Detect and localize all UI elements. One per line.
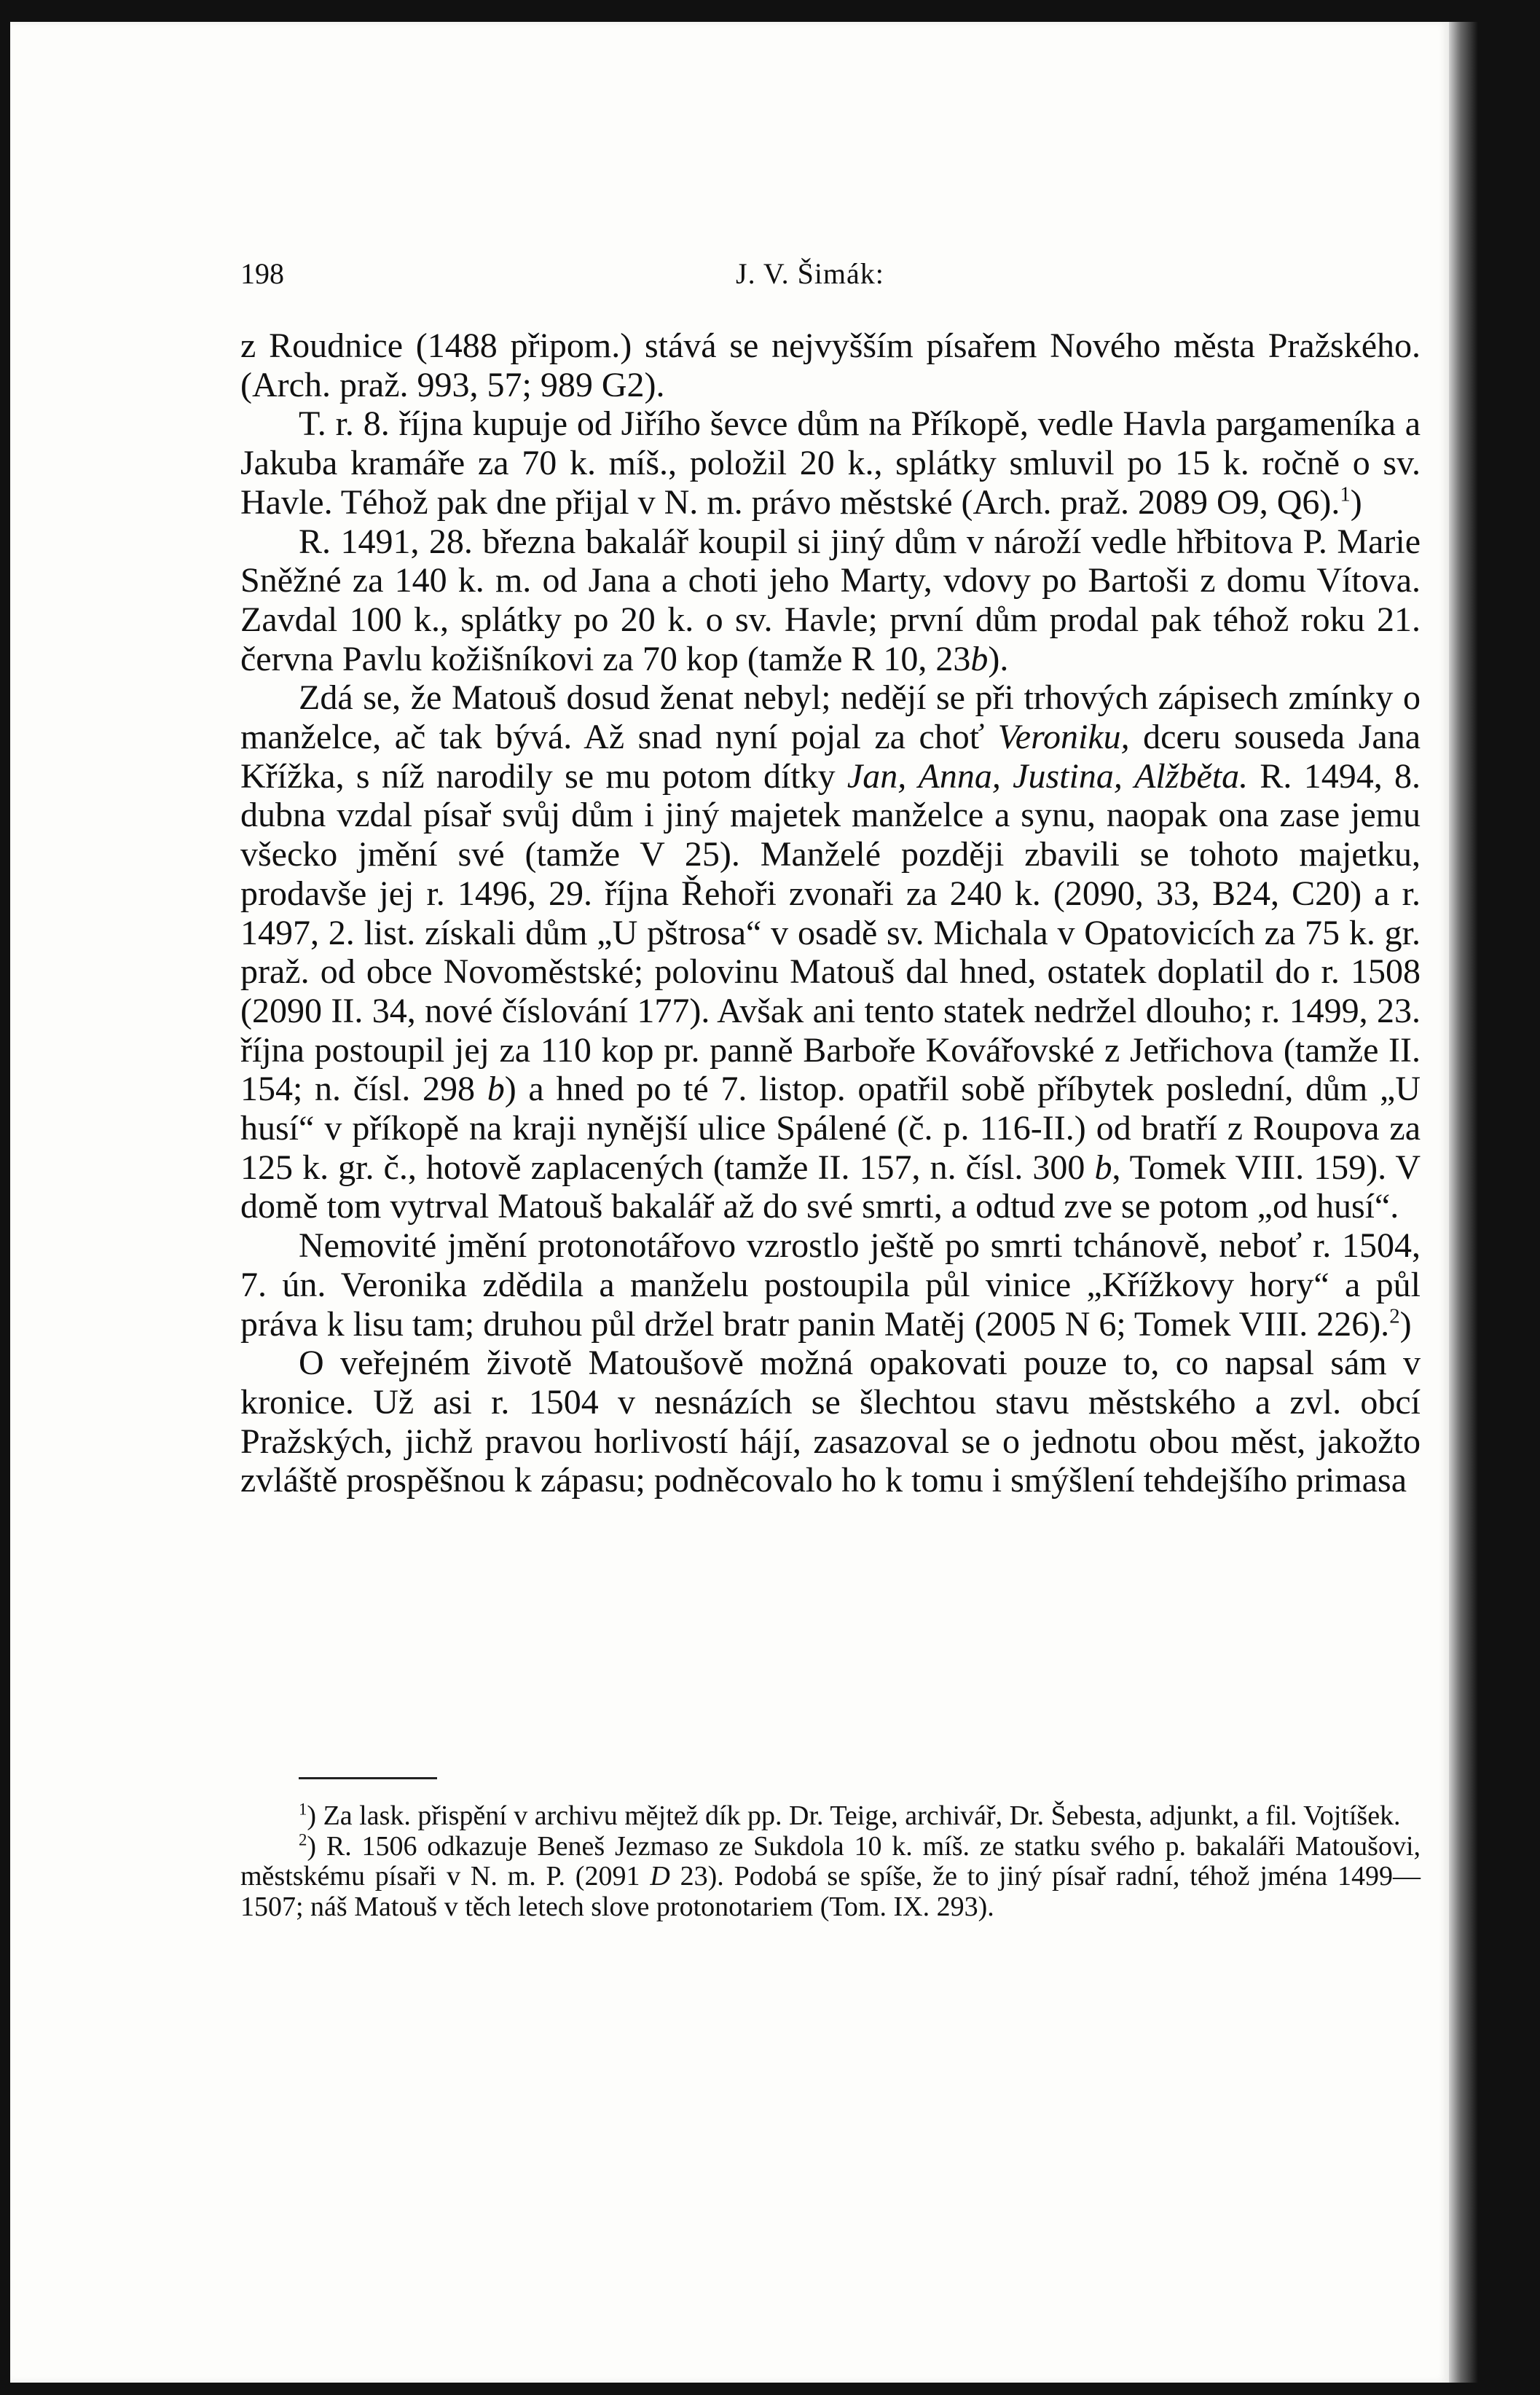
paragraph-1: z Roudnice (1488 připom.) stává se nejvyšším písařem Nového města Pražského. (Arch. praž. 993, 57; 989 G2). — [240, 326, 1421, 404]
paragraph-4: Zdá se, že Matouš dosud ženat nebyl; nedějí se při trhových zápisech zmínky o manželce, ač tak bývá. Až snad nyní pojal za choť Veroniku, dceru souseda Jana Křížka, s níž narodily se mu potom dítky Jan, Anna, Justina, Alžběta. R. 1494, 8. dubna vzdal písař svůj dům i jiný majetek manželce a synu, naopak ona zase jemu všecko jmění své (tamže V 25). Manželé později zbavili se tohoto majetku, prodavše jej r. 1496, 29. října Řehoři zvonaři za 240 k. (2090, 33, B24, C20) a r. 1497, 2. list. získali dům „U pštrosa“ v osadě sv. Michala v Opatovicích za 75 k. gr. praž. od obce Novoměstské; polovinu Matouš dal hned, ostatek doplatil do r. 1508 (2090 II. 34, nové číslování 177). Avšak ani tento statek nedržel dlouho; r. 1499, 23. října postoupil jej za 110 kop pr. panně Barboře Kovářovské z Jetřichova (tamže II. 154; n. čísl. 298 b) a hned po té 7. listop. opatřil sobě příbytek poslední, dům „U husí“ v příkopě na kraji nynější ulice Spálené (č. p. 116-II.) od bratří z Roupova za 125 k. gr. č., hotově zaplacených (tamže II. 157, n. čísl. 300 b, Tomek VIII. 159). V domě tom vytrval Matouš bakalář až do své smrti, a odtud zve se potom „od husí“. — [240, 678, 1421, 1226]
footnote-ref-1: 1 — [1340, 482, 1351, 506]
scan-top-edge — [0, 0, 1540, 22]
page-header — [240, 256, 1421, 300]
footnotes — [240, 1801, 1421, 1922]
footnote-2: $^2$) R. 1506 odkazuje Beneš Jezmaso ze Sukdola 10 k. míš. ze statku svého p. bakaláři Matoušovi, městskému písaři v N. m. P. (2091 D 23). Podobá se spíše, že to jiný písař radní, téhož jména 1499—1507; náš Matouš v těch letech slove protonotariem (Tom. IX. 293). — [240, 1830, 1421, 1922]
paragraph-3: R. 1491, 28. března bakalář koupil si jiný dům v nároží vedle hřbitova P. Marie Sněžné za 140 k. m. od Jana a choti jeho Marty, vdovy po Bartoši z domu Vítova. Zavdal 100 k., splátky po 20 k. o sv. Havle; první dům prodal pak téhož roku 21. června Pavlu kožišníkovi za 70 kop (tamže R 10, 23b). — [240, 522, 1421, 678]
page-number: 198 — [240, 257, 284, 290]
running-title: J. V. Šimák: — [736, 257, 884, 290]
footnote-1: $^1$) Za lask. přispění v archivu mějtež dík pp. Dr. Teige, archivář, Dr. Šebesta, adjunkt, a fil. Vojtíšek. — [299, 1800, 1401, 1831]
paragraph-6: O veřejném životě Matoušově možná opakovati pouze to, co napsal sám v kronice. Už asi r. 1504 v nesnázích se šlechtou stavu městského a zvl. obcí Pražských, jichž pravou horlivostí hájí, zasazoval se o jednotu obou měst, jakožto zvláště prospěšnou k zápasu; podněcovalo ho k tomu i smýšlení tehdejšího primasa — [240, 1344, 1421, 1500]
body-text — [240, 326, 1421, 1500]
footnote-divider — [299, 1777, 437, 1779]
binding-shadow — [1449, 22, 1478, 2383]
paragraph-2: T. r. 8. října kupuje od Jiřího ševce dům na Příkopě, vedle Havla pargameníka a Jakuba kramáře za 70 k. míš., položil 20 k., splátky smluvil po 15 k. ročně o sv. Havle. Téhož pak dne přijal v N. m. právo městské (Arch. praž. 2089 O9, Q6).$^1$) — [240, 404, 1421, 522]
paragraph-5: Nemovité jmění protonotářovo vzrostlo ještě po smrti tchánově, neboť r. 1504, 7. ún. Veronika zdědila a manželu postoupila půl vinice „Křížkovy hory“ a půl práva k lisu tam; druhou půl držel bratr panin Matěj (2005 N 6; Tomek VIII. 226).$^2$) — [240, 1226, 1421, 1344]
footnote-ref-2: 2 — [1389, 1304, 1400, 1328]
